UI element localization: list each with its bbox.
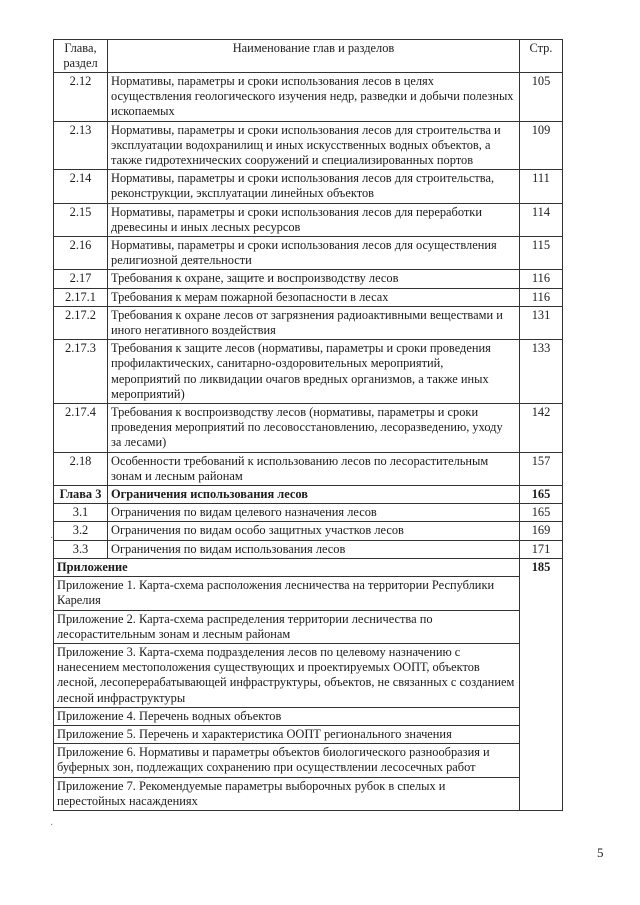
table-row	[54, 540, 563, 558]
appendix-item: Приложение 7. Рекомендуемые параметры выборочных рубок в спелых и перестойных насаждениях	[54, 777, 520, 810]
section-number: 2.12	[54, 73, 108, 122]
appendix-item-row	[54, 610, 563, 643]
page-number: 5	[597, 845, 604, 860]
section-number: 2.13	[54, 121, 108, 170]
appendix-item-row	[54, 777, 563, 810]
appendix-item: Приложение 4. Перечень водных объектов	[54, 707, 520, 725]
appendix-item: Приложение 6. Нормативы и параметры объектов биологического разнообразия и буферных зон, подлежащих сохранению при осуществлении лесосечных работ	[54, 744, 520, 777]
section-page: 111	[520, 170, 563, 203]
header-title: Наименование глав и разделов	[108, 40, 520, 73]
section-number: Глава 3	[54, 486, 108, 504]
section-number: 2.14	[54, 170, 108, 203]
section-page: 116	[520, 270, 563, 288]
scan-speck: ·	[50, 533, 54, 544]
section-title: Нормативы, параметры и сроки использования лесов в целях осуществления геологического изучения недр, разведки и добычи полезных ископаемых	[108, 73, 520, 122]
appendix-item: Приложение 5. Перечень и характеристика ООПТ регионального значения	[54, 725, 520, 743]
table-row	[54, 340, 563, 404]
section-number: 2.17.2	[54, 306, 108, 339]
appendix-item-row	[54, 707, 563, 725]
header-page: Стр.	[520, 40, 563, 73]
section-page: 131	[520, 306, 563, 339]
table-row	[54, 504, 563, 522]
section-page: 114	[520, 203, 563, 236]
section-number: 3.3	[54, 540, 108, 558]
table-row	[54, 306, 563, 339]
section-number: 2.15	[54, 203, 108, 236]
section-page: 157	[520, 452, 563, 485]
section-number: 2.17	[54, 270, 108, 288]
section-page: 142	[520, 404, 563, 453]
section-title: Ограничения по видам особо защитных участков лесов	[108, 522, 520, 540]
section-title: Требования к воспроизводству лесов (нормативы, параметры и сроки проведения мероприятий по лесовосстановлению, лесоразведению, уходу за лесами)	[108, 404, 520, 453]
toc-header-row	[54, 40, 563, 73]
section-title: Требования к охране, защите и воспроизводству лесов	[108, 270, 520, 288]
appendix-item: Приложение 3. Карта-схема подразделения лесов по целевому назначению с нанесением местоположения существующих и проектируемых ООПТ, объектов лесной, лесоперерабатывающей инфраструктуры, объектов, не связанных с созданием лесной инфраструктуры	[54, 643, 520, 707]
section-title: Ограничения по видам целевого назначения лесов	[108, 504, 520, 522]
section-title: Ограничения использования лесов	[108, 486, 520, 504]
table-row	[54, 404, 563, 453]
section-title: Нормативы, параметры и сроки использования лесов для осуществления религиозной деятельности	[108, 237, 520, 270]
table-row	[54, 237, 563, 270]
section-number: 2.17.1	[54, 288, 108, 306]
toc-body	[54, 73, 563, 811]
appendix-item-row	[54, 744, 563, 777]
section-number: 2.18	[54, 452, 108, 485]
section-page: 105	[520, 73, 563, 122]
section-page: 169	[520, 522, 563, 540]
table-row	[54, 522, 563, 540]
section-number: 2.17.3	[54, 340, 108, 404]
appendix-item: Приложение 2. Карта-схема распределения территории лесничества по лесорастительным зонам и лесным районам	[54, 610, 520, 643]
section-page: 116	[520, 288, 563, 306]
appendix-page: 185	[520, 558, 563, 810]
section-title: Требования к защите лесов (нормативы, параметры и сроки проведения профилактических, санитарно-оздоровительных мероприятий, мероприятий по ликвидации очагов вредных организмов, а также иных мероприятий)	[108, 340, 520, 404]
scan-speck: ·	[50, 820, 54, 831]
section-number: 2.16	[54, 237, 108, 270]
table-row	[54, 270, 563, 288]
section-page: 165	[520, 504, 563, 522]
table-row	[54, 288, 563, 306]
table-row	[54, 73, 563, 122]
section-title: Особенности требований к использованию лесов по лесорастительным зонам и лесным районам	[108, 452, 520, 485]
section-page: 115	[520, 237, 563, 270]
appendix-item-row	[54, 643, 563, 707]
table-row	[54, 452, 563, 485]
table-row	[54, 203, 563, 236]
appendix-row	[54, 558, 563, 576]
section-number: 3.1	[54, 504, 108, 522]
appendix-item-row	[54, 577, 563, 610]
table-row	[54, 486, 563, 504]
section-title: Ограничения по видам использования лесов	[108, 540, 520, 558]
appendix-item: Приложение 1. Карта-схема расположения лесничества на территории Республики Карелия	[54, 577, 520, 610]
appendix-label: Приложение	[54, 558, 520, 576]
section-number: 2.17.4	[54, 404, 108, 453]
appendix-item-row	[54, 725, 563, 743]
section-title: Нормативы, параметры и сроки использования лесов для строительства и эксплуатации водохранилищ и иных искусственных водных объектов, а также гидротехнических сооружений и специализированных портов	[108, 121, 520, 170]
section-page: 171	[520, 540, 563, 558]
header-chapter: Глава, раздел	[54, 40, 108, 73]
section-page: 133	[520, 340, 563, 404]
section-title: Нормативы, параметры и сроки использования лесов для строительства, реконструкции, эксплуатации линейных объектов	[108, 170, 520, 203]
section-page: 165	[520, 486, 563, 504]
table-row	[54, 121, 563, 170]
section-page: 109	[520, 121, 563, 170]
table-row	[54, 170, 563, 203]
section-title: Нормативы, параметры и сроки использования лесов для переработки древесины и иных лесных ресурсов	[108, 203, 520, 236]
section-title: Требования к охране лесов от загрязнения радиоактивными веществами и иного негативного воздействия	[108, 306, 520, 339]
section-number: 3.2	[54, 522, 108, 540]
section-title: Требования к мерам пожарной безопасности в лесах	[108, 288, 520, 306]
table-of-contents	[53, 39, 563, 811]
